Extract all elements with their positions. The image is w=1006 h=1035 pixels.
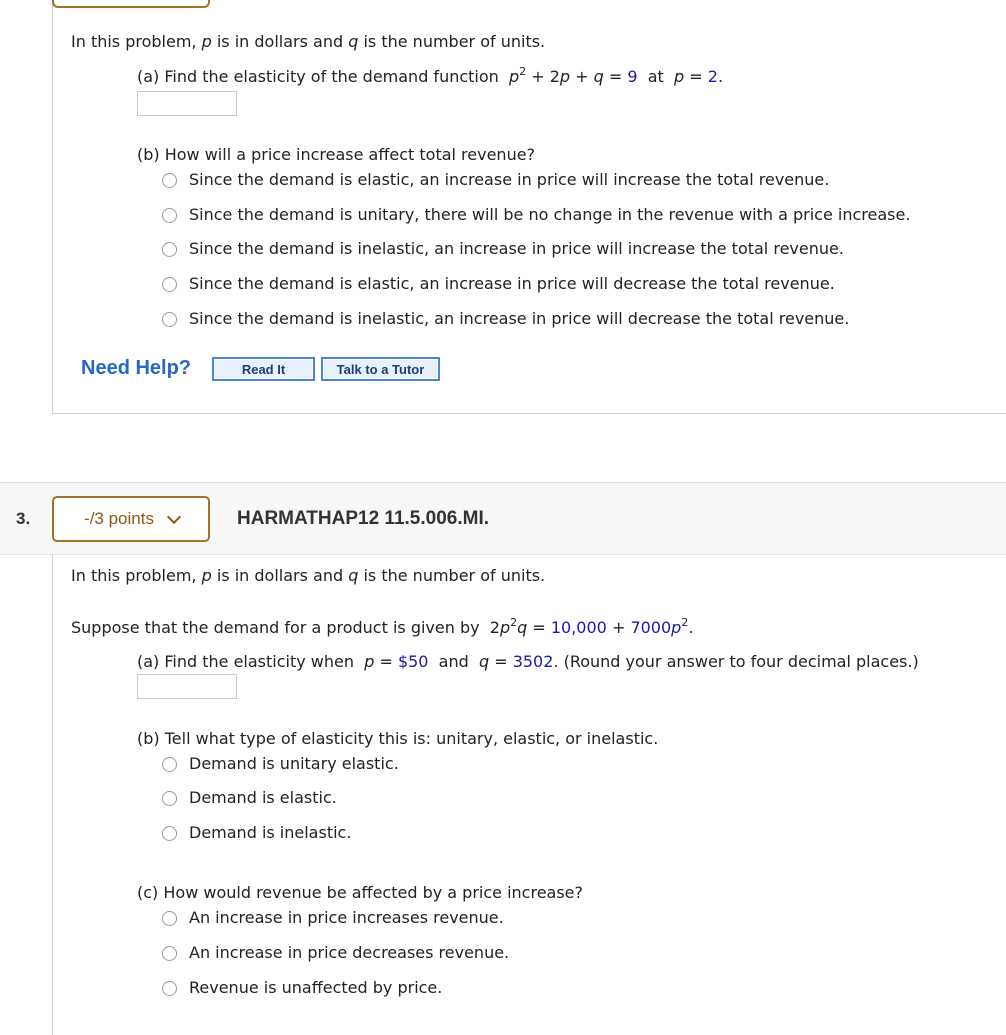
q3-b-option-3-label: Demand is inelastic. <box>189 823 352 842</box>
talk-to-tutor-button[interactable]: Talk to a Tutor <box>321 357 440 381</box>
q3-part-a-prompt: (a) Find the elasticity when p = $50 and q = 3502. (Round your answer to four decimal places.) <box>137 652 919 671</box>
question-number: 3. <box>16 509 31 528</box>
q3-c-option-3-radio[interactable] <box>162 981 177 996</box>
q2-b-option-1-radio[interactable] <box>162 173 177 188</box>
q2-b-option-4-label: Since the demand is elastic, an increase in price will decrease the total revenue. <box>189 274 835 293</box>
q2-b-option-3-label: Since the demand is inelastic, an increase in price will increase the total revenue. <box>189 239 844 258</box>
q2-b-option-2-label: Since the demand is unitary, there will be no change in the revenue with a price increase. <box>189 205 911 224</box>
q3-b-option-1-radio[interactable] <box>162 757 177 772</box>
q3-c-option-1-label: An increase in price increases revenue. <box>189 908 504 927</box>
q2-part-a-answer-input[interactable] <box>137 91 237 116</box>
q3-c-option-1-radio[interactable] <box>162 911 177 926</box>
q3-c-option-3-label: Revenue is unaffected by price. <box>189 978 443 997</box>
q3-b-option-1-label: Demand is unitary elastic. <box>189 754 399 773</box>
q2-b-option-1-label: Since the demand is elastic, an increase in price will increase the total revenue. <box>189 170 830 189</box>
q3-b-option-3-radio[interactable] <box>162 826 177 841</box>
q2-b-option-5-radio[interactable] <box>162 312 177 327</box>
q3-part-c-question: (c) How would revenue be affected by a price increase? <box>137 883 584 902</box>
q2-b-option-4-radio[interactable] <box>162 277 177 292</box>
q2-b-option-2-radio[interactable] <box>162 208 177 223</box>
read-it-button[interactable]: Read It <box>212 357 315 381</box>
q2-part-b-question: (b) How will a price increase affect total revenue? <box>137 145 536 164</box>
points-dropdown-button[interactable] <box>52 496 210 542</box>
points-label: -/3 points <box>84 509 154 528</box>
question-2-points-button-edge[interactable] <box>52 0 210 8</box>
q3-part-a-answer-input[interactable] <box>137 674 237 699</box>
q3-c-option-2-label: An increase in price decreases revenue. <box>189 943 510 962</box>
q3-b-option-2-label: Demand is elastic. <box>189 788 337 807</box>
q3-intro: In this problem, p is in dollars and q is the number of units. <box>71 566 546 585</box>
question-id: HARMATHAP12 11.5.006.MI. <box>237 508 490 529</box>
q2-intro: In this problem, p is in dollars and q is the number of units. <box>71 32 546 51</box>
q2-b-option-5-label: Since the demand is inelastic, an increase in price will decrease the total revenue. <box>189 309 850 328</box>
chevron-down-icon <box>168 514 178 524</box>
q3-c-option-2-radio[interactable] <box>162 946 177 961</box>
need-help-label: Need Help? <box>81 357 192 379</box>
q3-demand-statement: Suppose that the demand for a product is given by $2p^2q = 10,000 + 7000p^2$. <box>71 616 694 637</box>
q3-b-option-2-radio[interactable] <box>162 791 177 806</box>
q2-part-a-prompt: (a) Find the elasticity of the demand function $p^2 + 2p + q = 9$ at p = 2. <box>137 65 724 86</box>
q2-b-option-3-radio[interactable] <box>162 242 177 257</box>
q3-part-b-question: (b) Tell what type of elasticity this is: unitary, elastic, or inelastic. <box>137 729 659 748</box>
